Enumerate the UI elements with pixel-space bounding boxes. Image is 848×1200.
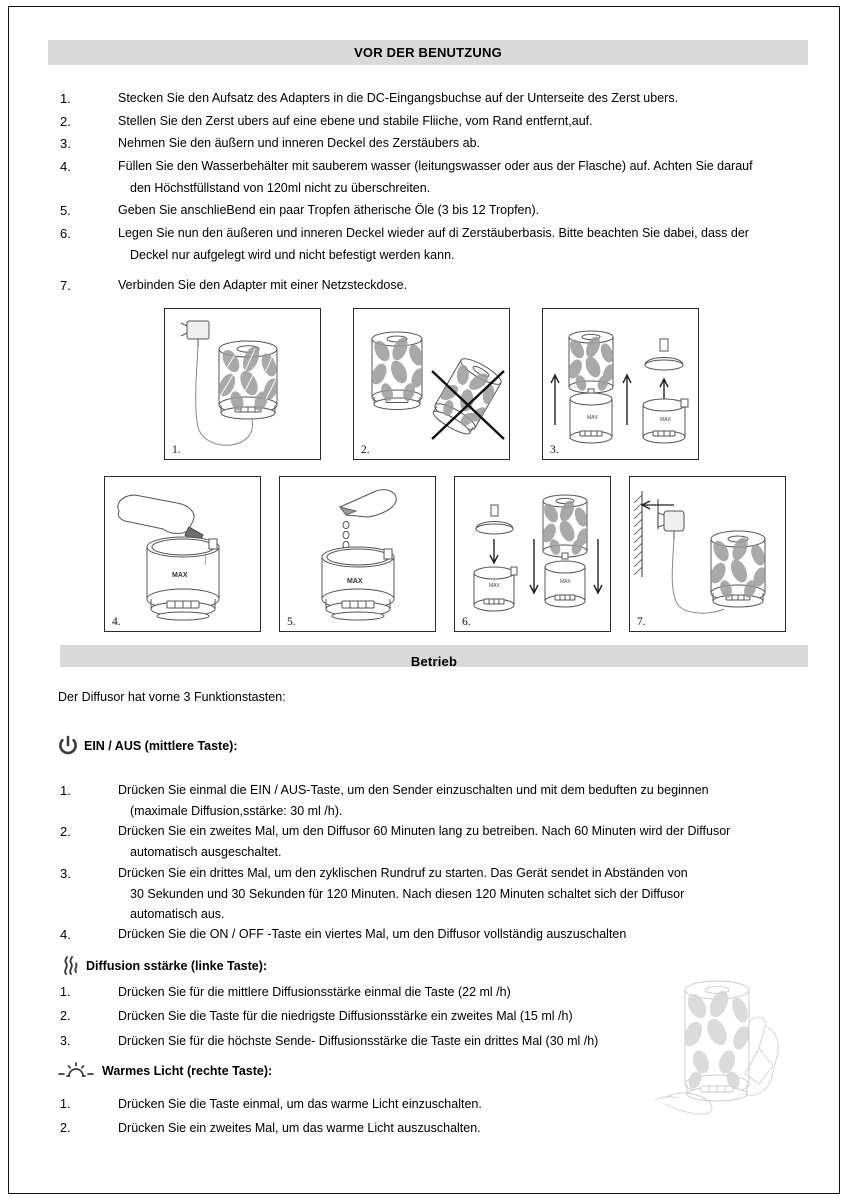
instruction-list-power (48, 780, 838, 945)
power-icon (58, 735, 78, 757)
feature-heading-label: EIN / AUS (mittlere Taste): (84, 739, 238, 753)
panel-number: 4. (112, 616, 121, 628)
list-item-number: 3. (60, 865, 71, 881)
list-item-number: 2. (60, 1009, 71, 1024)
list-item-text: Stellen Sie den Zerst ubers auf eine ebene und stabile Fliiche, vom Rand entfernt,auf. (118, 113, 593, 128)
list-item-number: 4. (60, 158, 71, 174)
instruction-list-preparation (48, 88, 828, 298)
list-item (48, 924, 838, 945)
list-item-continuation: automatisch aus. (130, 906, 225, 921)
max-label: MAX (560, 579, 571, 585)
feature-heading-label: Diffusion sstärke (linke Taste): (86, 959, 268, 973)
max-label: MAX (172, 572, 188, 579)
feature-heading-power (58, 735, 238, 757)
list-item-number: 3. (60, 1033, 71, 1048)
list-item (48, 200, 828, 223)
panel-number: 7. (637, 616, 646, 628)
list-item (48, 88, 828, 111)
list-item-text: Verbinden Sie den Adapter mit einer Netzsteckdose. (118, 278, 408, 293)
panel-number: 1. (172, 444, 181, 456)
list-item (48, 111, 828, 134)
list-item-text: Füllen Sie den Wasserbehälter mit sauberem wasser (leitungswasser oder aus der Flasche) auf. Achten Sie darauf (118, 158, 753, 173)
list-item-number: 1. (60, 783, 71, 798)
list-item-text: Stecken Sie den Aufsatz des Adapters in die DC-Eingangsbuchse auf der Unterseite des Zerst ubers. (118, 91, 679, 105)
illustration-panel-4 (104, 476, 261, 632)
max-label: MAX (489, 583, 500, 589)
max-label: MAX (660, 417, 671, 423)
section-heading-vor-der-benutzung: VOR DER BENUTZUNG (48, 40, 808, 65)
list-item-number: 1. (60, 985, 71, 999)
max-label: MAX (587, 415, 598, 421)
list-item (48, 780, 838, 801)
list-item-number: 2. (60, 1121, 71, 1136)
list-item-text: Drücken Sie ein zweites Mal, um den Diffusor 60 Minuten lang zu betreiben. Nach 60 Minuten wird der Diffusor (118, 824, 731, 839)
list-item-text: Drücken Sie ein drittes Mal, um den zyklischen Rundruf zu starten. Das Gerät sendet in Abständen von (118, 865, 688, 880)
list-item-number: 1. (60, 91, 71, 106)
instruction-list-mist (48, 980, 708, 1053)
illustration-panel-6 (454, 476, 611, 632)
list-item-continuation: Deckel nur aufgelegt wird und nicht befestigt werden kann. (130, 248, 455, 263)
section-heading-betrieb: Betrieb (60, 645, 808, 667)
list-item (48, 980, 708, 1004)
illustration-panel-5 (279, 476, 436, 632)
feature-heading-mist (62, 955, 267, 977)
list-item-number: 6. (60, 225, 71, 241)
list-item-text: Nehmen Sie den äußern und inneren Deckel des Zerstäubers ab. (118, 136, 481, 151)
list-item-number: 7. (60, 278, 71, 294)
instruction-list-light (48, 1092, 708, 1141)
feature-heading-light (56, 1060, 272, 1082)
illustration-grid (68, 300, 768, 645)
list-item-continuation: (maximale Diffusion,sstärke: 30 ml /h). (130, 804, 343, 819)
list-item (48, 1092, 708, 1116)
panel-number: 3. (550, 444, 559, 456)
illustration-panel-7 (629, 476, 786, 632)
panel-number: 2. (361, 444, 370, 456)
feature-heading-label: Warmes Licht (rechte Taste): (102, 1064, 273, 1078)
list-item-continuation: den Höchstfüllstand von 120ml nicht zu überschreiten. (130, 181, 431, 196)
list-item-number: 4. (60, 927, 71, 943)
list-item (48, 1116, 708, 1140)
illustration-panel-1 (164, 308, 321, 460)
list-item-number: 2. (60, 824, 71, 840)
panel-number: 6. (462, 616, 471, 628)
hand-pressing-diffuser-illustration (655, 962, 820, 1122)
list-item (48, 223, 828, 246)
list-item (48, 156, 828, 179)
list-item-continuation: automatisch ausgeschaltet. (130, 845, 282, 860)
list-item (48, 133, 828, 156)
illustration-panel-2 (353, 308, 510, 460)
mist-waves-icon (62, 955, 80, 977)
betrieb-intro-text: Der Diffusor hat vorne 3 Funktionstasten: (58, 690, 286, 704)
list-item (48, 821, 838, 842)
list-item (48, 863, 838, 884)
list-item-text: Drücken Sie für die mittlere Diffusionsstärke einmal die Taste (22 ml /h) (118, 985, 511, 999)
list-item-number: 2. (60, 113, 71, 129)
list-item-number: 5. (60, 203, 71, 219)
list-item-number: 1. (60, 1097, 71, 1111)
list-item-text: Legen Sie nun den äußeren und inneren Deckel wieder auf di Zerstäuberbasis. Bitte beachten Sie dabei, dass der (118, 225, 749, 240)
list-item-continuation: 30 Sekunden und 30 Sekunden für 120 Minuten. Nach diesen 120 Minuten schaltet sich der Diffusor (130, 886, 685, 901)
panel-number: 5. (287, 616, 296, 628)
list-item-text: Geben Sie anschlieBend ein paar Tropfen ätherische Öle (3 bis 12 Tropfen). (118, 203, 540, 218)
sun-brightness-icon (56, 1060, 96, 1082)
list-item-text: Drücken Sie die ON / OFF -Taste ein viertes Mal, um den Diffusor vollständig auszuschalten (118, 927, 627, 942)
list-item-text: Drücken Sie die Taste für die niedrigste Diffusionsstärke ein zweites Mal (15 ml /h) (118, 1009, 573, 1024)
list-item-number: 3. (60, 136, 71, 152)
list-item-text: Drücken Sie für die höchste Sende- Diffusionsstärke die Taste ein drittes Mal (30 ml /h) (118, 1033, 599, 1048)
list-item-text: Drücken Sie ein zweites Mal, um das warme Licht auszuschalten. (118, 1121, 481, 1136)
list-item-text: Drücken Sie die Taste einmal, um das warme Licht einzuschalten. (118, 1097, 482, 1111)
max-label: MAX (347, 578, 363, 585)
list-item (48, 1029, 708, 1053)
list-item (48, 275, 828, 298)
list-item-text: Drücken Sie einmal die EIN / AUS-Taste, um den Sender einzuschalten und mit dem beduften zu beginnen (118, 783, 709, 797)
list-item (48, 1004, 708, 1028)
illustration-panel-3 (542, 308, 699, 460)
